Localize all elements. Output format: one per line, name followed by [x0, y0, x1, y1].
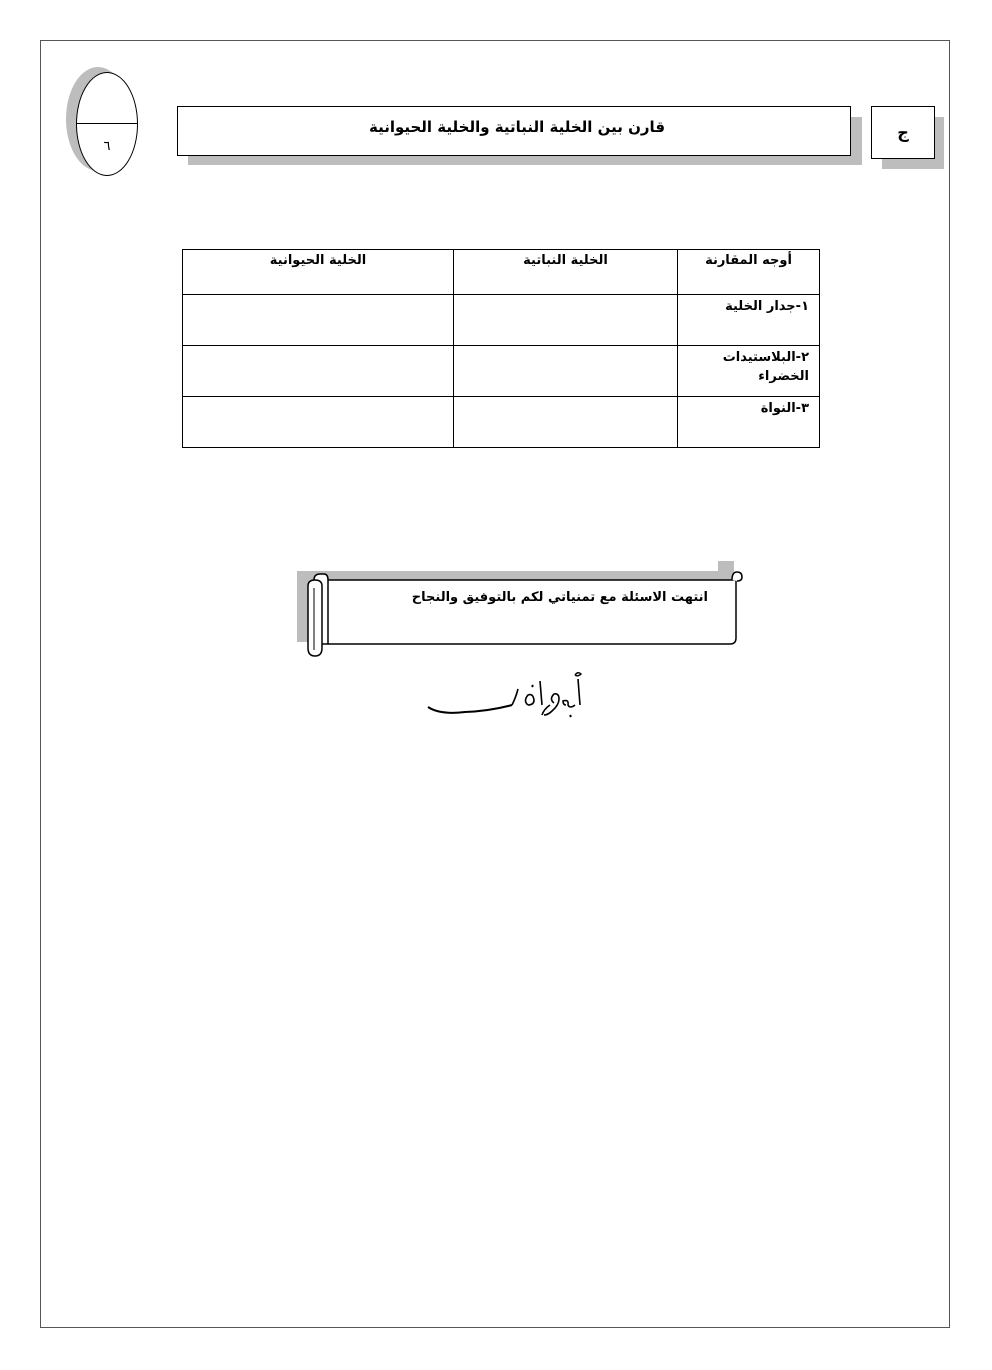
grade-divider [77, 123, 137, 124]
header-plant-cell: الخلية النباتية [454, 250, 678, 295]
question-title: قارن بين الخلية النباتية والخلية الحيوانية [368, 118, 666, 136]
animal-answer-cell[interactable] [183, 295, 454, 346]
header-animal-cell: الخلية الحيوانية [183, 250, 454, 295]
plant-answer-cell[interactable] [454, 295, 678, 346]
signature-icon [420, 665, 590, 735]
row-aspect: ١-جدار الخلية [678, 295, 820, 346]
scroll-banner-icon [300, 568, 746, 660]
animal-answer-cell[interactable] [183, 346, 454, 397]
table-row [183, 397, 820, 448]
row-aspect: ٢-البلاستيدات الخضراء [678, 346, 820, 397]
table-row [183, 295, 820, 346]
animal-answer-cell[interactable] [183, 397, 454, 448]
question-letter-box [871, 106, 935, 159]
row-aspect: ٣-النواة [678, 397, 820, 448]
question-title-box [177, 106, 851, 156]
plant-answer-cell[interactable] [454, 346, 678, 397]
plant-answer-cell[interactable] [454, 397, 678, 448]
question-letter: ج [897, 123, 909, 142]
grade-oval [76, 72, 138, 176]
closing-message: انتهت الاسئلة مع تمنياتي لكم بالتوفيق والنجاح [411, 590, 708, 605]
table-header-row [183, 250, 820, 295]
table-row [183, 346, 820, 397]
comparison-table [182, 249, 820, 448]
grade-value: ٦ [103, 139, 111, 154]
header-aspect: أوجه المقارنة [678, 250, 820, 295]
